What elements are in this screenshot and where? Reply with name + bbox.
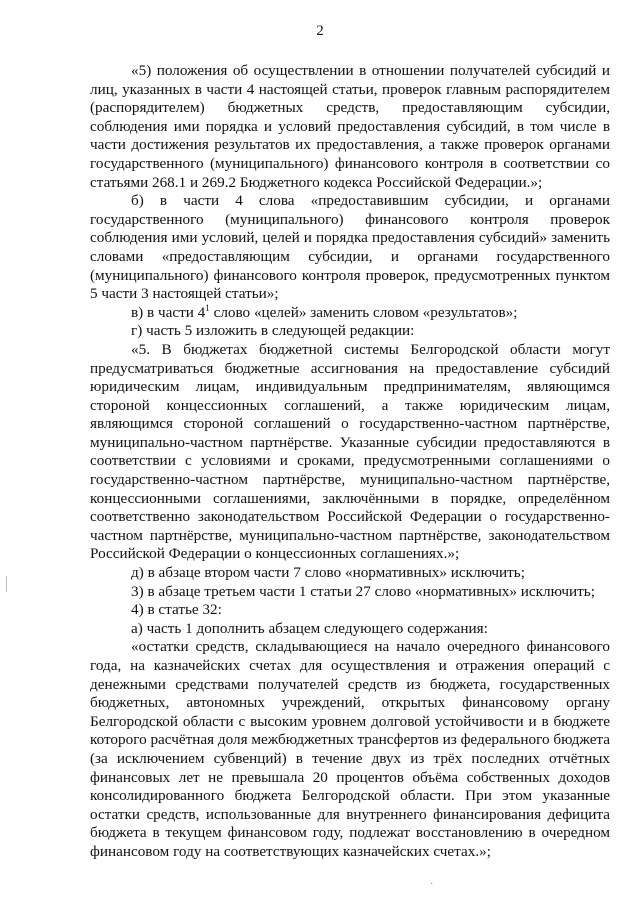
item-v-superscript: 1 xyxy=(205,302,210,313)
page-number: 2 xyxy=(316,23,324,39)
paragraph-item-g: г) часть 5 изложить в следующей редакции: xyxy=(131,322,415,340)
footer-mark: · xyxy=(430,879,434,890)
paragraph-item-v xyxy=(90,304,610,323)
paragraph-residuals: «остатки средств, складывающиеся на начало очередного финансового года, на казначейских счетах для осуществления и отражения операций с денежными средствами получателей средств из бюджета, государственных бюджетных, автономных учреждений, открытых финансовому органу Белгородской области с высоким уровнем долговой устойчивости и в бюджете которого расчётная доля межбюджетных трансфертов из федерального бюджета (за исключением субвенций) в течение двух из трёх последних отчётных финансовых лет не превышала 20 процентов объёма собственных доходов консолидированного бюджета Белгородской области. При этом указанные остатки средств, использованные для внутреннего финансирования дефицита бюджета в текущем финансовом году, подлежат восстановлению в очередном финансовом году на соответствующих казначейских счетах.»; xyxy=(90,638,610,860)
item-v-text-before: в) в части 4 xyxy=(131,303,206,321)
paragraph-item-b: б) в части 4 слова «предоставившим субсидии, и органами государственного (муниципального) финансового контроля проверок соблюдения ими условий, целей и порядка предоставления субсидий» заменить словами «предоставляющим субсидии, и органами государственного (муниципального) финансового контроля проверок, предусмотренных пунктом 5 части 3 настоящей статьи»; xyxy=(90,192,610,303)
paragraph-item-3: 3) в абзаце третьем части 1 статьи 27 слово «нормативных» исключить; xyxy=(131,582,595,600)
paragraph-item-a: а) часть 1 дополнить абзацем следующего содержания: xyxy=(131,619,488,637)
paragraph-5-provisions: «5) положения об осуществлении в отношении получателей субсидий и лиц, указанных в части 4 настоящей статьи, проверок главным распорядителем (распорядителем) бюджетных средств, предоставляющим субсидии, соблюдения ими порядка и условий предоставления субсидий, в том числе в части достижения результатов их предоставления, а также проверок органами государственного (муниципального) финансового контроля в соответствии со статьями 268.1 и 269.2 Бюджетного кодекса Российской Федерации.»; xyxy=(90,62,610,191)
document-body xyxy=(90,62,610,862)
paragraph-part-5: «5. В бюджетах бюджетной системы Белгородской области могут предусматриваться бюджетные ассигнования на предоставление субсидий юридическим лицам, индивидуальным предпринимателям, являющимся стороной концессионных соглашений, а также юридическим лицам, являющимся стороной соглашений о государственно-частном партнёрстве, муниципально-частном партнёрстве. Указанные субсидии предоставляются в соответствии с условиями и сроками, предусмотренными соглашениями о государственно-частном партнёрстве, муниципально-частном партнёрстве, концессионными соглашениями, заключёнными в порядке, определённом соответственно законодательством Российской Федерации о государственно-частном партнёрстве, муниципально-частном партнёрстве, законодательством Российской Федерации о концессионных соглашениях.»; xyxy=(90,340,610,563)
item-v-text-after: слово «целей» заменить словом «результатов»; xyxy=(209,303,518,321)
margin-mark xyxy=(6,576,7,592)
paragraph-item-d: д) в абзаце втором части 7 слово «нормативных» исключить; xyxy=(131,564,525,582)
paragraph-item-4: 4) в статье 32: xyxy=(131,601,222,619)
